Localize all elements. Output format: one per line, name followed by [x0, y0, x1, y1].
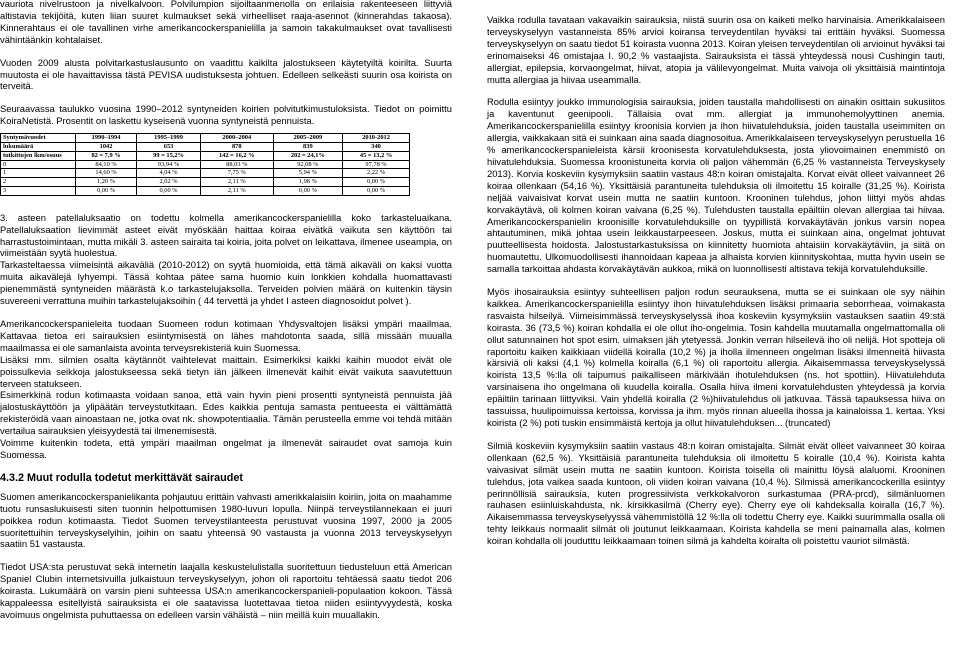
- table-row: [1, 178, 410, 187]
- table-header: Syntymävuodet: [1, 134, 76, 143]
- table-cell: 0,00 %: [273, 186, 343, 195]
- table-row: [1, 169, 410, 178]
- table-cell: 202 = 24,1%: [273, 151, 343, 160]
- knee-results-table: [0, 133, 410, 196]
- skin-paragraph: Myös ihosairauksia esiintyy suhteellisen paljon rodun seurauksena, mutta se ei suinkaan ole syy näihin kaikkea. Amerikancockerspanielilla esiintyy ihon hiivatulehduksen lisäksi primaaria seborrheaa, voimakasta rasvaista hilseilyä. Viimeisimmässä terveyskyselyssä ihoa koskeviin kysymyksiin vastauksen saatiin 49:stä koirasta. 36 (73,5 %) koiran kohdalla ei ole ollut iho-ongelmia. Tosin kahdella muutamalla ongelmattomalla oli ollut satunnainen hot spot esim. uimaksen jäh ytetyessä. Jonkin verran hilseilevä iho oli nelijä. Hot spotteja oli raportoitu kaiken kaikkiaan viidellä koiralla (10,2 %) ja iholla ilmenneen ongelman lisäksi ilmenneitä hiivasta kärsiviä oli kaksi (4,1 %) kolmella koiralla (6,1 %) oli raportoitu allergia. Aikaisemmassa terveyskyselyssä koirista 13,5 %:lla oli taipumus paikalliseen märkivään ihotulehduksen (ns. hot spottiin). Hiivatulehduta varsinaisena iho ongelmana oli kuudella koiralla. Osalla hiiva ilmeni korvatulehdusten yhteydessä ja korvia epäiltiin tarinaan liittyviksi. Vain yhdellä koiralla (2 %)hiivatulehdus oli jatkuvaa. Tässä tapauksessa hiiva on tassuissa, huulipoimuissa kertoissa, korvissa ja ihm. myös rinnan alueella ihossa ja kainaloissa 1. kertaa. Yksi koirista (2 %) poti tuskin ensimmäistä kertoja ja ollut hiivatulehduksen... (truncated): [487, 286, 945, 428]
- table-cell: 2,02 %: [137, 178, 201, 187]
- table-cell: 878: [201, 142, 274, 151]
- table-header: 2000–2004: [201, 134, 274, 143]
- grade3-paragraph: 3. asteen patellaluksaatio on todettu kolmella amerikancockerspanielilla koko tarkasteluaikana. Patellaluksaation lievimmät asteet eivät myöskään haittaa koiraa eivätkä vaikuta sen käyttöön tai harrastustoimintaan, mutta mikäli 3. asteen sairaita tai koiria, joita polvet on leikattava, ilmenee useampia, on viimeistään syytä huolestua.: [0, 211, 452, 259]
- table-cell: 0,00 %: [137, 186, 201, 195]
- table-cell: 93,94 %: [137, 160, 201, 169]
- intro-paragraph: vauriota nivelrustoon ja nivelkalvoon. Polvilumpion sijoiltaanmenolla on erilaisia rakenteeseen liittyviä altistavia tekijöitä, kuten liian suuret kulmaukset sekä virheelliset raaja-asennot (kinnerahdas takaosa). Kinnerahtaus ei ole tavallinen virhe amerikancockerspanielilla ja samoin takakulmaukset ovat tavallisesti vähintäänkin kohtalaiset.: [0, 0, 452, 45]
- recent-period-paragraph: Tarkasteltaessa viimeisintä aikaväliä (2010-2012) on syytä huomioida, että tämä aikaväli on kaksi vuotta muita aikavälejä lyhyempi. Tässä kohtaa pätee sama huomio kuin lonkkien kohdalla huomattavasti pienemmästä syntyneiden määrästä k.o tarkastelujaksolla. Terveiden polvien määrä on kuitenkin täysin suvereeni verrattuna muihin tarkastelujaksoihin ( 44 tervettä ja yhdet I asteen diagnosoidut polvet ).: [0, 259, 452, 307]
- table-header: 1990–1994: [76, 134, 137, 143]
- table-cell: 84,10 %: [76, 160, 137, 169]
- table-cell: 2: [1, 178, 76, 187]
- table-row: [1, 151, 410, 160]
- table-cell: 653: [137, 142, 201, 151]
- immunology-paragraph: Rodulla esiintyy joukko immunologisia sairauksia, joiden taustalla mahdollisesti on ainakin osittain sukusiitos ja kaventunut geenipooli. Tällaisia ovat mm. allergiat ja immunohemolyyttinen anemia. Amerikancockerspanielilla esiintyy kroonisia korvien ja ihon hiivatulehduksia, joiden taustalla useimmiten on allergia, vaikkakaan sitä ei suinkaan aina saada diagnosoitua. Amerikkalaiseen terveyskyselyyn perustuella 16 % amerikancockerspanieleista kärsii kroonisesta korvatulehduksesta, josta yliovoimainen enemmistö on hiivatulehduksia. Suomessa kroonistuneita korvia oli paljon vähemmän (6,25 % vastanneista Terveyskysely 2013). Korvia koskeviin kysymyksiin saatiin vastaus 48:n koiran omistajalta. Korvat eivät olleet vaivanneet 26 koiraa ollenkaan (54,16 %). Yksittäisiä parantuneita tulehduksia oli ilmoitettu 15 koiralle (31,25 %). Koirista neljää vaivaisivat korvat usein mutta ne saatiin kuntoon. Krooninen tulehdus, johon liittyi myös ahdas korvakäytävä, oli kolmen koiran vaivana (6,25 %). Tulehdusten taustalla epäiltiin olevan allergiaa tai hiivaa. Amerikancockerspanielin kroonisille korvatulehduksille on tyypillistä korvakäytävän jonkus varsin nopea ahtautuminen, mikä johtaa usein leikkaustarpeeseen. Joskus, mutta ei suinkaan aina, ongelmat johtuvat puutteellisesta hoidosta. Jalostustarkastuksissa on kiinnitetty huomiota ahtaisiin korvakäytäviin, ja siitä on huomautettu. Ulkomuodollisesti ihannoidaan kapeaa ja alhaista korvien kiinnityskohtaa, mutta hyvin usein se samalla tarkoittaa ahdasta korvakäytävän aukkoa, mikä on luonnollisesti altistava tekijä korvatulehduksille.: [487, 96, 945, 275]
- table-cell: 340: [343, 142, 410, 151]
- eyes-paragraph: Silmiä koskeviin kysymyksiin saatiin vastaus 48:n koiran omistajalta. Silmät eivät olleet vaivanneet 30 koiraa ollenkaan (62,5 %). Yksittäisiä parantuneita tulehduksia oli ilmoitettu 5 koiralle (10,4 %). Koirista kahta vaivasivat silmät usein mutta ne saatiin kuntoon. Koirista toisella oli mainittu löysä alaluomi. Krooninen tulehdus, jota vaikea saada kuntoon, oli viiden koiran vaivana (10,4 %). Silmissä amerikancockerilla esiintyy perinnöllisiä sairauksia, kuten progressiivista verkkokalvoron surkastumaa (PRA-prcd), silmänluomen rauhasen esiinluiskahdusta, nk. kirsikkasilmä (Cherry eye). Cherry eye oli kahdeksalla koiralla (16,7 %). Aikaisemmassa terveyskyselyyssä vähemmistöllä 12 %:lla oli todettu Cherry eye. Kaikki suurimmalla osalla oli tehty leikkaus normaalit silmät oli joutunut leikkaamaan. Koirista kahdella se meni painamalla alas, kolmen koiran kohdalla oli joudutttu leikkaamaan toinen silmä ja kahdelta koiralta oli poistettu vauriot silmästä.: [487, 439, 945, 547]
- table-cell: 3: [1, 186, 76, 195]
- table-cell: 839: [273, 142, 343, 151]
- left-column: [0, 0, 452, 632]
- table-cell: 14,60 %: [76, 169, 137, 178]
- general-health-paragraph: Vaikka rodulla tavataan vakavaikin sairauksia, niistä suurin osa on kaiketi melko harvinaisia. Amerikkalaiseen terveyskyselyyn vastanneista 85% arvioi koiransa terveydentilan hyväksi tai erittäin hyväksi. Suomessa terveyskyselyyn on saatu tiedot 51 koirasta vuonna 2013. Koiran yleisen terveydentilan oli arvioinut hyväksi tai erinomaiseksi 46 omistajaa I. 90,2 % vastaajista. Sairauksista ei tässä yhteydessä nousi Cushingin tauti, allergiat, epilepsia, korvaongelmat, hiivat, atopia ja välilevyongelmat. Muita vaivoja oli yksittäisiä maintintoja mutta allergiaa ja hiivaa useammalla.: [487, 14, 945, 85]
- table-cell: 0,00 %: [343, 186, 410, 195]
- table-cell: 2,11 %: [201, 178, 274, 187]
- imports-paragraph: Amerikancockerspanieleita tuodaan Suomeen rodun kotimaan Yhdysvaltojen lisäksi ympäri maailmaa. Kattavaa tietoa eri sairauksien esiintymisestä on lähes mahdotonta saada, sillä missään muualla maailmassa ei ole samanlaista avointa terveysrekisteriä kuin Suomessa.: [0, 317, 452, 353]
- table-cell: 0,00 %: [76, 186, 137, 195]
- finnish-population-paragraph: Suomen amerikancockerspanielikanta pohjautuu erittäin vahvasti amerikkalaisiin koiriin, joita on maahamme tuotu runsaslukuisesti siten tuonnin helpottumisen 1980-luvun lopulla. Niinpä terveystilannekaan ei juuri poikkea rodun kotimaasta. Tiedot Suomen terveystilanteesta perustuvat vuosina 1997, 2000 ja 2005 suoritettuihin terveyskyselyihin, joihin on saatu yhteensä 90 vastausta ja vuonna 2013 terveyskyselyyn saatiin 51 vastausta.: [0, 490, 452, 550]
- usa-survey-paragraph: Tiedot USA:sta perustuvat sekä internetin laajalla keskustelulistalla suoritettuun tiedusteluun että American Spaniel Clubin internetsivuilla julkaistuun terveyskyselyyn, johon oli raportoitu tehtäessä saatu tiedot 206 koirasta. Lukumäärä on varsin pieni suhteessa USA:n amerikancockerspanieli-populaation kokoon. Tässä kappaleessa esitellyistä sairauksista ei ole saatavissa luotettavaa tietoa niiden esiintyvyydestä, koska avoimuus ongelmista puhuttaessa on edelleen varsin vähäistä – niin meillä kuin muuallakin.: [0, 561, 452, 621]
- table-cell: 0: [1, 160, 76, 169]
- table-header: 2010-2012: [343, 134, 410, 143]
- table-cell: 1042: [76, 142, 137, 151]
- table-header: 1995–1999: [137, 134, 201, 143]
- table-cell: 45 = 13,2 %: [343, 151, 410, 160]
- table-header-row: [1, 134, 410, 143]
- eye-practices-paragraph: Lisäksi mm. silmien osalta käytännöt vaihtelevat maittain. Esimerkiksi kaikki kaihin muodot eivät ole poissulkevia seikkoja jalostukseessa sekä tietyn iän jälkeen ilmenevät kaihit eivät vaikuta saavutettuun terveen statukseen.: [0, 353, 452, 389]
- table-cell: 142 = 16,2 %: [201, 151, 274, 160]
- table-cell: 2,11 %: [201, 186, 274, 195]
- table-cell: 1,98 %: [273, 178, 343, 187]
- pevisa-paragraph: Vuoden 2009 alusta polvitarkastuslausunto on vaadittu kaikilta jalostukseen käytetyiltä koirilta. Suurta muutosta ei ole havaittavissa tästä PEVISA uudistuksesta johtuen. Edelleen selkeästi suurin osa koirista on terveitä.: [0, 56, 452, 92]
- table-row: [1, 186, 410, 195]
- conclusion-paragraph: Voimme kuitenkin todeta, että ympäri maailman ongelmat ja ilmenevät sairaudet ovat samoja kuin Suomessa.: [0, 437, 452, 460]
- table-cell: lukumäärä: [1, 142, 76, 151]
- table-row: [1, 142, 410, 151]
- table-cell: 92,08 %: [273, 160, 343, 169]
- table-cell: 88,03 %: [201, 160, 274, 169]
- table-row: [1, 160, 410, 169]
- section-heading: 4.3.2 Muut rodulla todetut merkittävät sairaudet: [0, 471, 243, 484]
- table-cell: tutkittujen lkm/osuus: [1, 151, 76, 160]
- table-cell: 7,75 %: [201, 169, 274, 178]
- table-cell: 1: [1, 169, 76, 178]
- table-cell: 5,94 %: [273, 169, 343, 178]
- table-caption: Seuraavassa taulukko vuosina 1990–2012 syntyneiden koirien polvitutkimustuloksista. Tiedot on poimittu KoiraNetistä. Prosentit on laskettu kyseisenä vuonna syntyneistä pennuista.: [0, 103, 452, 127]
- homeland-paragraph: Esimerkkinä rodun kotimaasta voidaan sanoa, että vain hyvin pieni prosentti syntyneistä pennuista jää jalostuskäyttöön ja ylipäätän terveystutkitaan. Edes kaikkia pentuja samasta pentueesta ei välttämättä rekisteröidä vaan ainoastaan ne, jotka ovat nk. showpotentiaalia. Tämän perusteella emme voi tehdä mitään vertailua sairauksien yleisyydestä tai ilmenemisestä.: [0, 389, 452, 437]
- table-cell: 0,00 %: [343, 178, 410, 187]
- table-cell: 82 = 7,9 %: [76, 151, 137, 160]
- table-header: 2005–2009: [273, 134, 343, 143]
- right-column: [487, 14, 945, 558]
- table-cell: 2,22 %: [343, 169, 410, 178]
- table-cell: 97,78 %: [343, 160, 410, 169]
- table-cell: 99 = 15,2%: [137, 151, 201, 160]
- table-cell: 4,04 %: [137, 169, 201, 178]
- table-cell: 1,20 %: [76, 178, 137, 187]
